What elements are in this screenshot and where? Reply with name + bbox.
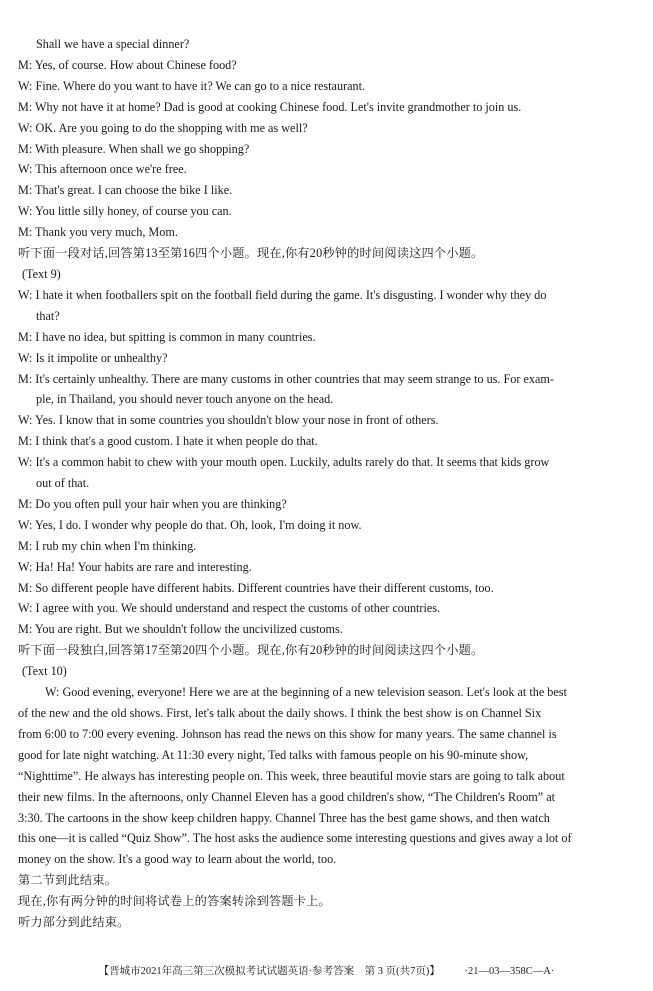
dialogue-line: W: Is it impolite or unhealthy? xyxy=(18,350,168,365)
monologue-text10 xyxy=(18,682,640,870)
dialogue-line: M: So different people have different habits. Different countries have their different customs, too. xyxy=(18,580,494,595)
monologue-line: good for late night watching. At 11:30 every night, Ted talks with famous people on his 90-minute show, xyxy=(18,747,529,762)
end-instructions xyxy=(18,870,640,933)
instruction-line: 现在,你有两分钟的时间将试卷上的答案转涂到答题卡上。 xyxy=(18,894,331,909)
monologue-line: this one—it is called “Quiz Show”. The host asks the audience some interesting questions and gives away a lot of xyxy=(18,831,572,846)
monologue-line: their new films. In the afternoons, only Channel Eleven has a good children's show, “The Children's Room” at xyxy=(18,789,556,804)
instruction-line: 听力部分到此结束。 xyxy=(18,915,130,930)
monologue-line: of the new and the old shows. First, let's talk about the daily shows. I think the best show is on Channel Six xyxy=(18,706,542,720)
dialogue-line: M: That's great. I can choose the bike I like. xyxy=(18,183,233,198)
dialogue-line: M: I have no idea, but spitting is common in many countries. xyxy=(18,329,316,344)
dialogue-line: W: You little silly honey, of course you can. xyxy=(18,204,232,219)
dialogue-line: W: I hate it when footballers spit on the football field during the game. It's disgusting. I wonder why they do xyxy=(18,287,547,302)
dialogue-line: M: I think that's a good custom. I hate it when people do that. xyxy=(18,434,318,449)
monologue-line: 3:30. The cartoons in the show keep children happy. Channel Three has the best game shows, and then watch xyxy=(18,810,550,825)
monologue-line: W: Good evening, everyone! Here we are at the beginning of a new television season. Let's look at the best xyxy=(45,685,567,700)
dialogue-line: W: Yes. I know that in some countries you shouldn't blow your nose in front of others. xyxy=(18,413,439,428)
monologue-line: “Nighttime”. He always has interesting people on. This week, three beautiful movie stars are going to talk about xyxy=(18,768,565,783)
dialogue-line: W: OK. Are you going to do the shopping with me as well? xyxy=(18,120,308,135)
dialogue-line: W: Ha! Ha! Your habits are rare and interesting. xyxy=(18,559,252,574)
footer-code: ·21—03—358C—A· xyxy=(464,966,555,977)
dialogue-text9 xyxy=(18,285,640,640)
dialogue-line: W: Fine. Where do you want to have it? We can go to a nice restaurant. xyxy=(18,78,366,93)
dialogue-line: that? xyxy=(36,308,60,323)
dialogue-line: W: Yes, I do. I wonder why people do that. Oh, look, I'm doing it now. xyxy=(18,517,362,532)
dialogue-line: Shall we have a special dinner? xyxy=(36,37,190,51)
dialogue-line: M: You are right. But we shouldn't follow the uncivilized customs. xyxy=(18,622,343,637)
dialogue-line: M: Do you often pull your hair when you are thinking? xyxy=(18,496,287,511)
dialogue-line: M: Thank you very much, Mom. xyxy=(18,225,178,240)
dialogue-line: W: It's a common habit to chew with your mouth open. Luckily, adults rarely do that. It seems that kids grow xyxy=(18,455,550,470)
instruction-line: 第二节到此结束。 xyxy=(18,873,118,888)
dialogue-line: W: This afternoon once we're free. xyxy=(18,162,187,177)
monologue-line: from 6:00 to 7:00 every evening. Johnson has read the news on this show for many years. The same channel is xyxy=(18,726,557,741)
monologue-line: money on the show. It's a good way to learn about the world, too. xyxy=(18,852,337,867)
footer-source: 【晋城市2021年高三第三次模拟考试试题英语·参考答案 第 3 页(共7页)】 xyxy=(98,966,440,977)
dialogue-line: ple, in Thailand, you should never touch anyone on the head. xyxy=(36,392,334,407)
dialogue-line: W: I agree with you. We should understand and respect the customs of other countries. xyxy=(18,601,441,616)
dialogue-line: out of that. xyxy=(36,476,90,491)
text9-label: (Text 9) xyxy=(22,266,61,281)
dialogue-line: M: I rub my chin when I'm thinking. xyxy=(18,538,197,553)
dialogue-line: M: Why not have it at home? Dad is good at cooking Chinese food. Let's invite grandmother to join us. xyxy=(18,99,522,114)
section-intro-text9: 听下面一段对话,回答第13至第16四个小题。现在,你有20秒钟的时间阅读这四个小题。 xyxy=(18,246,484,261)
dialogue-text8-continued xyxy=(18,34,640,243)
text10-label: (Text 10) xyxy=(22,664,67,679)
document-page xyxy=(18,34,640,933)
dialogue-line: M: With pleasure. When shall we go shopping? xyxy=(18,141,250,156)
section-intro-text10: 听下面一段独白,回答第17至第20四个小题。现在,你有20秒钟的时间阅读这四个小题。 xyxy=(18,643,484,658)
dialogue-line: M: Yes, of course. How about Chinese food? xyxy=(18,57,237,72)
page-footer xyxy=(0,963,653,978)
dialogue-line: M: It's certainly unhealthy. There are many customs in other countries that may seem strange to us. For exam- xyxy=(18,371,554,386)
